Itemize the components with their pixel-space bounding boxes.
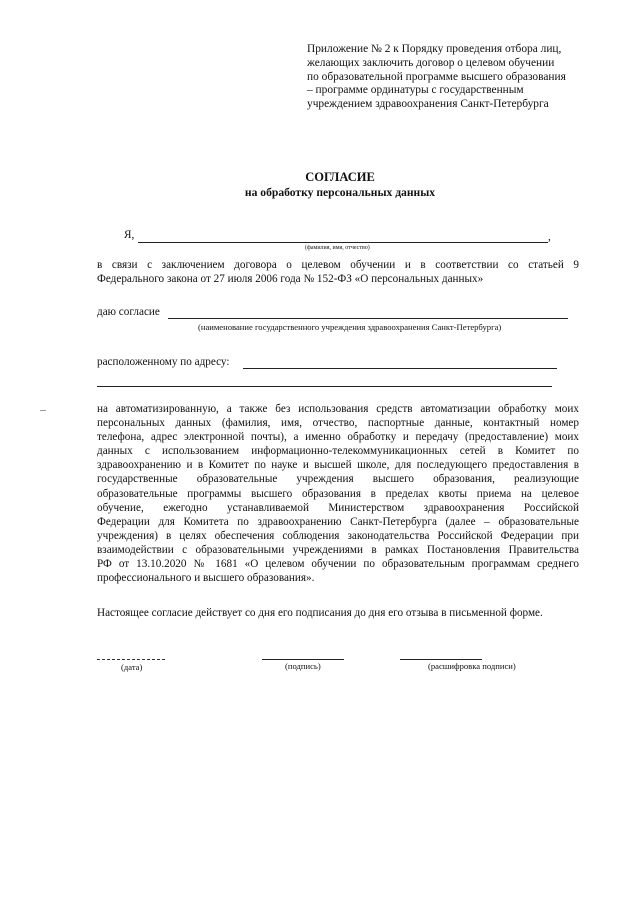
body-line: образовательные программы высшего образования в пределах квоты приема на целевое [97, 487, 579, 500]
margin-mark [40, 410, 46, 411]
body-line: телефона, адрес электронной почты), а именно обработку и передачу (предоставление) моих [97, 431, 579, 444]
body-line: здравоохранению и в Комитет по науке и высшей школе, для последующего предоставления в [97, 459, 579, 472]
body-line: персональных данных (фамилия, имя, отчество, паспортные данные, контактный номер [97, 417, 579, 430]
address-line[interactable] [243, 368, 557, 369]
document-subtitle: на обработку персональных данных [244, 186, 436, 199]
decode-line[interactable] [400, 659, 482, 660]
body-line: взаимодействии с образовательными учреждениями в рамках Постановления Правительства [97, 543, 579, 556]
date-caption: (дата) [121, 662, 143, 672]
signature-caption: (подпись) [285, 661, 321, 671]
validity-statement: Настоящее согласие действует со дня его подписания до дня его отзыва в письменной форме. [97, 607, 543, 619]
body-line: учреждения) в целях обеспечения соблюдения законодательства Российской Федерации при [97, 529, 579, 542]
date-line[interactable] [97, 659, 165, 660]
fio-caption: (фамилия, имя, отчество) [305, 245, 370, 251]
body-paragraph [97, 402, 579, 585]
intro-line: Федерального закона от 27 июля 2006 года № 152-ФЗ «О персональных данных» [97, 273, 484, 286]
signature-line[interactable] [262, 659, 344, 660]
institution-caption: (наименование государственного учреждения здравоохранения Санкт-Петербурга) [198, 322, 502, 332]
decode-caption: (расшифровка подписи) [428, 661, 516, 671]
appendix-header [307, 43, 607, 112]
fio-end-comma: , [548, 231, 551, 243]
address-line-2[interactable] [97, 386, 552, 387]
ya-label: Я, [124, 229, 135, 241]
fio-line[interactable] [138, 242, 548, 243]
address-label: расположенному по адресу: [97, 356, 230, 368]
body-line: государственные образовательные учреждения высшего образования, реализующие [97, 473, 579, 486]
body-line: обучение, ежегодно устанавливаемой Министерством здравоохранения Российской [97, 501, 579, 514]
document-title: СОГЛАСИЕ [305, 170, 375, 184]
appendix-line: – программе ординатуры с государственным [307, 84, 524, 97]
body-line: профессионального и высшего образования». [97, 572, 315, 585]
body-line: данных с использованием информационно-телекоммуникационных сетей в Комитет по [97, 445, 579, 458]
appendix-line: учреждением здравоохранения Санкт-Петербурга [307, 98, 549, 111]
appendix-line: по образовательной программе высшего образования [307, 70, 566, 83]
institution-line[interactable] [168, 318, 568, 319]
intro-line: в связи с заключением договора о целевом обучении и в соответствии со статьей 9 [97, 259, 579, 271]
appendix-line: Приложение № 2 к Порядку проведения отбора лиц, [307, 43, 562, 55]
appendix-line: желающих заключить договор о целевом обучении [307, 56, 555, 69]
consent-label: даю согласие [97, 306, 160, 318]
intro-paragraph [97, 258, 579, 286]
body-line: РФ от 13.10.2020 № 1681 «О целевом обучении по образовательным программам среднего [97, 558, 579, 571]
body-line: Федерации для Комитета по здравоохранению Санкт-Петербурга (далее – образовательные [97, 515, 579, 528]
body-line: на автоматизированную, а также без использования средств автоматизации обработку моих [97, 403, 579, 415]
